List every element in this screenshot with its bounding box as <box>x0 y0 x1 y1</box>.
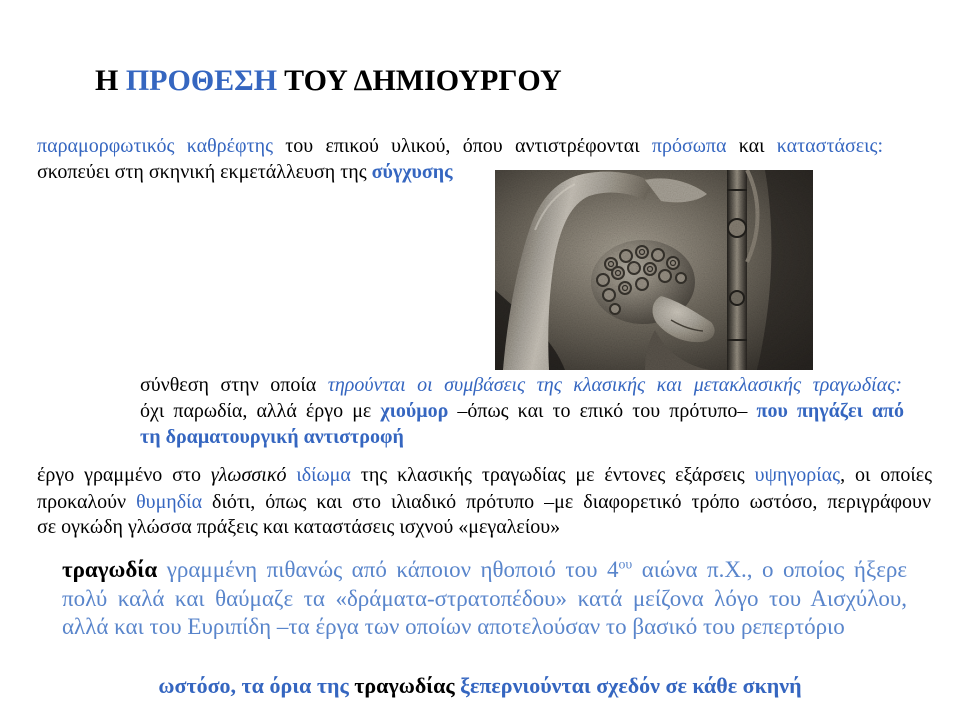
text-segment: ξεπερνιούνται σχεδόν σε κάθε σκηνή <box>454 673 802 698</box>
text-segment: πολύ καλά και θαύμαζε τα «δράματα-στρατοπέδου» κατά μείζονα λόγο του Αισχύλου, <box>62 586 907 611</box>
text-segment: αλλά και του Ευριπίδη –τα έργα των οποίων αποτελούσαν το βασικό του ρεπερτόριο <box>62 614 845 639</box>
text-segment: της κλασικής τραγωδίας με έντονες εξάρσεις <box>350 464 755 486</box>
block2-line3-text <box>140 425 404 449</box>
text-segment: ωστόσο, τα όρια της <box>158 673 355 698</box>
highlight-phrase: τηρούνται οι συμβάσεις της κλασικής και μετακλασικής τραγωδίας: <box>327 374 902 396</box>
highlight-term: παραμορφωτικός καθρέφτης <box>37 135 273 157</box>
conclusion-text <box>158 673 801 699</box>
block1-line2 <box>37 160 487 184</box>
block4-line2-text <box>62 585 907 613</box>
title-rest: ΤΟΥ ΔΗΜΙΟΥΡΓΟΥ <box>277 64 562 97</box>
block3-line3-text <box>37 515 560 539</box>
highlight-term: σύγχυσης <box>371 161 453 183</box>
ordinal-suffix: ου <box>618 556 633 572</box>
relief-photo <box>495 170 813 370</box>
highlight-term: πρόσωπα <box>651 135 727 157</box>
block2-line3 <box>140 425 740 449</box>
text-segment: –όπως και το επικό του πρότυπο– <box>448 400 757 422</box>
text-segment: , οι οποίες <box>840 464 933 486</box>
keyword-tragodia: τραγωδία <box>62 557 158 582</box>
block1-line1-text <box>37 134 883 158</box>
block1-line1 <box>37 134 884 158</box>
slide-title <box>95 63 635 99</box>
block3-line2 <box>37 490 932 514</box>
text-segment: έργο γραμμένο στο <box>37 464 211 486</box>
block4-line1-text <box>62 556 907 584</box>
text-segment: διότι, όπως και στο ιλιαδικό πρότυπο –με διαφορετικό τρόπο ωστόσο, περιγράφουν <box>202 491 932 513</box>
text-segment: σύνθεση στην οποία <box>140 374 328 396</box>
text-segment: αιώνα π.Χ., ο οποίος ήξερε <box>632 557 907 582</box>
block3-line2-text <box>37 490 931 514</box>
highlight-term: χιούμορ <box>380 400 449 422</box>
block2-line1 <box>140 373 903 397</box>
block3-line3 <box>37 515 933 539</box>
conclusion-line <box>100 673 860 699</box>
slide-title-text <box>95 63 562 99</box>
text-segment: γραμμένη πιθανώς από κάποιον ηθοποιό του 4 <box>157 557 619 582</box>
text-segment: του επικού υλικού, όπου αντιστρέφονται <box>273 135 652 157</box>
text-segment: και <box>726 135 777 157</box>
text-segment: όχι παρωδία, αλλά έργο με <box>140 400 381 422</box>
title-article: Η <box>95 64 126 97</box>
block1-line2-text <box>37 160 453 184</box>
title-keyword: ΠΡΟΘΕΣΗ <box>125 64 278 97</box>
block3-line1 <box>37 463 933 487</box>
text-segment: προκαλούν <box>37 491 137 513</box>
block4-line3 <box>62 613 908 641</box>
highlight-term: θυμηδία <box>136 491 203 513</box>
highlight-term: ιδίωμα <box>286 464 351 486</box>
block3-line1-text <box>37 463 932 487</box>
highlight-phrase: που πηγάζει από <box>756 400 904 422</box>
highlight-phrase: τη δραματουργική αντιστροφή <box>140 426 404 448</box>
block4-line3-text <box>62 613 845 641</box>
emphasis-term: γλωσσικό <box>210 464 287 486</box>
block2-line2-text <box>140 399 904 423</box>
block4-line2 <box>62 585 908 613</box>
text-segment: σκοπεύει στη σκηνική εκμετάλλευση της <box>37 161 372 183</box>
highlight-term: καταστάσεις: <box>776 135 883 157</box>
text-segment: σε ογκώδη γλώσσα πράξεις και καταστάσεις ισχνού «μεγαλείου» <box>37 516 561 538</box>
block2-line1-text <box>140 373 902 397</box>
highlight-term: υψηγορίας <box>754 464 841 486</box>
keyword-tragodia: τραγωδίας <box>354 673 455 698</box>
block4-line1 <box>62 556 908 584</box>
block2-line2 <box>140 399 905 423</box>
